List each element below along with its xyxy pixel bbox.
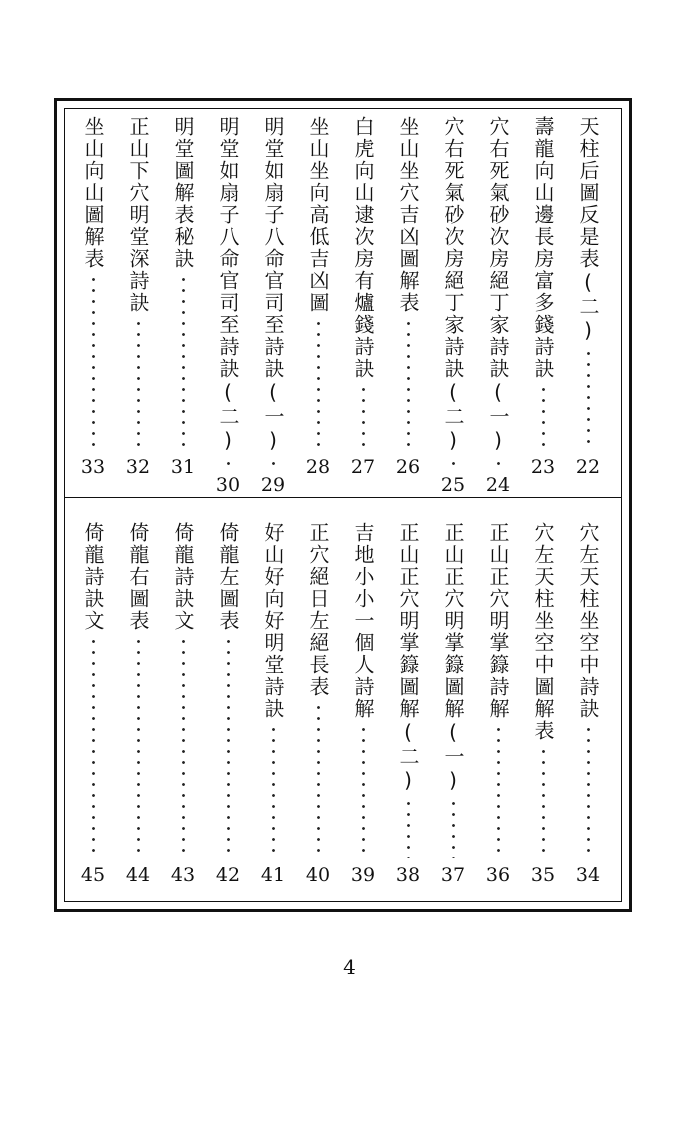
toc-entry-page: 22 — [575, 456, 601, 478]
leader-dots — [317, 318, 320, 450]
toc-entry-title: 穴右死氣砂次房絕丁家詩訣(一) — [486, 116, 510, 454]
toc-entry-page: 29 — [260, 474, 286, 496]
toc-entry[interactable] — [160, 116, 206, 478]
toc-entry-title: 白虎向山逮次房有爐錢詩訣 — [351, 116, 375, 380]
toc-entry-title: 倚龍右圖表 — [126, 522, 150, 632]
toc-entry[interactable] — [340, 522, 386, 886]
page-number: 4 — [343, 955, 356, 979]
toc-entry[interactable] — [205, 116, 251, 496]
leader-dots — [182, 636, 185, 858]
toc-entry[interactable] — [295, 116, 341, 478]
toc-entry[interactable] — [475, 116, 521, 496]
toc-entry-title: 天柱后圖反是表(二) — [576, 116, 600, 344]
toc-entry-title: 坐山向山圖解表 — [81, 116, 105, 270]
toc-entry-page: 34 — [575, 864, 601, 886]
toc-entry[interactable] — [115, 522, 161, 886]
toc-entry-title: 正山正穴明掌籙圖解(二) — [396, 522, 420, 794]
leader-dots — [227, 636, 230, 858]
toc-entry-page: 40 — [305, 864, 331, 886]
toc-entry-title: 穴右死氣砂次房絕丁家詩訣(二) — [441, 116, 465, 454]
toc-entry-page: 42 — [215, 864, 241, 886]
leader-dots — [272, 724, 275, 858]
toc-entry[interactable] — [520, 522, 566, 886]
toc-entry[interactable] — [385, 522, 431, 886]
leader-dots — [137, 636, 140, 858]
toc-entry[interactable] — [250, 116, 296, 496]
leader-dots — [497, 458, 500, 468]
toc-entry-page: 26 — [395, 456, 421, 478]
toc-entry-title: 倚龍詩訣文 — [171, 522, 195, 632]
toc-entry[interactable] — [250, 522, 296, 886]
toc-bottom-section — [64, 522, 622, 886]
toc-entry[interactable] — [475, 522, 521, 886]
toc-entry-title: 坐山坐向高低吉凶圖 — [306, 116, 330, 314]
toc-entry[interactable] — [70, 522, 116, 886]
toc-entry-title: 明堂圖解表秘訣 — [171, 116, 195, 270]
leader-dots — [587, 348, 590, 450]
toc-entry[interactable] — [430, 522, 476, 886]
toc-entry[interactable] — [115, 116, 161, 478]
toc-entry[interactable] — [205, 522, 251, 886]
toc-entry[interactable] — [430, 116, 476, 496]
toc-entry-page: 27 — [350, 456, 376, 478]
toc-entry[interactable] — [340, 116, 386, 478]
toc-entry-title: 明堂如扇子八命官司至詩訣(二) — [216, 116, 240, 454]
leader-dots — [542, 746, 545, 858]
toc-entry[interactable] — [565, 116, 611, 478]
toc-entry-title: 穴左天柱坐空中詩訣 — [576, 522, 600, 720]
leader-dots — [362, 384, 365, 450]
toc-entry-title: 正山正穴明掌籙圖解(一) — [441, 522, 465, 794]
toc-entry-title: 壽龍向山邊長房富多錢詩訣 — [531, 116, 555, 380]
toc-entry[interactable] — [295, 522, 341, 886]
leader-dots — [497, 724, 500, 858]
toc-entry-page: 33 — [80, 456, 106, 478]
toc-entry-page: 36 — [485, 864, 511, 886]
leader-dots — [407, 798, 410, 858]
toc-entry-page: 32 — [125, 456, 151, 478]
toc-entry-page: 30 — [215, 474, 241, 496]
toc-top-section — [64, 116, 622, 496]
toc-entry-page: 23 — [530, 456, 556, 478]
leader-dots — [407, 318, 410, 450]
toc-entry-title: 正山下穴明堂深詩訣 — [126, 116, 150, 314]
toc-entry[interactable] — [385, 116, 431, 478]
toc-entry-page: 35 — [530, 864, 556, 886]
toc-entry[interactable] — [160, 522, 206, 886]
toc-entry-page: 44 — [125, 864, 151, 886]
leader-dots — [92, 636, 95, 858]
toc-entry-page: 25 — [440, 474, 466, 496]
toc-entry[interactable] — [70, 116, 116, 478]
toc-entry-title: 倚龍左圖表 — [216, 522, 240, 632]
toc-entry-title: 吉地小小一個人詩解 — [351, 522, 375, 720]
leader-dots — [92, 274, 95, 450]
toc-entry-title: 正穴絕日左絕長表 — [306, 522, 330, 698]
leader-dots — [227, 458, 230, 468]
section-divider — [64, 497, 622, 498]
leader-dots — [362, 724, 365, 858]
toc-entry-title: 倚龍詩訣文 — [81, 522, 105, 632]
toc-entry-title: 坐山坐穴吉凶圖解表 — [396, 116, 420, 314]
toc-entry-page: 45 — [80, 864, 106, 886]
leader-dots — [452, 798, 455, 858]
toc-entry-page: 43 — [170, 864, 196, 886]
leader-dots — [587, 724, 590, 858]
toc-entry-page: 38 — [395, 864, 421, 886]
leader-dots — [182, 274, 185, 450]
toc-entry[interactable] — [565, 522, 611, 886]
leader-dots — [317, 702, 320, 858]
toc-entry-title: 好山好向好明堂詩訣 — [261, 522, 285, 720]
leader-dots — [452, 458, 455, 468]
toc-entry-page: 41 — [260, 864, 286, 886]
toc-entry-title: 正山正穴明掌籙詩解 — [486, 522, 510, 720]
toc-entry-page: 37 — [440, 864, 466, 886]
toc-entry-title: 明堂如扇子八命官司至詩訣(一) — [261, 116, 285, 454]
leader-dots — [272, 458, 275, 468]
toc-entry[interactable] — [520, 116, 566, 478]
toc-entry-title: 穴左天柱坐空中圖解表 — [531, 522, 555, 742]
toc-entry-page: 39 — [350, 864, 376, 886]
leader-dots — [137, 318, 140, 450]
toc-entry-page: 31 — [170, 456, 196, 478]
toc-entry-page: 24 — [485, 474, 511, 496]
leader-dots — [542, 384, 545, 450]
toc-entry-page: 28 — [305, 456, 331, 478]
